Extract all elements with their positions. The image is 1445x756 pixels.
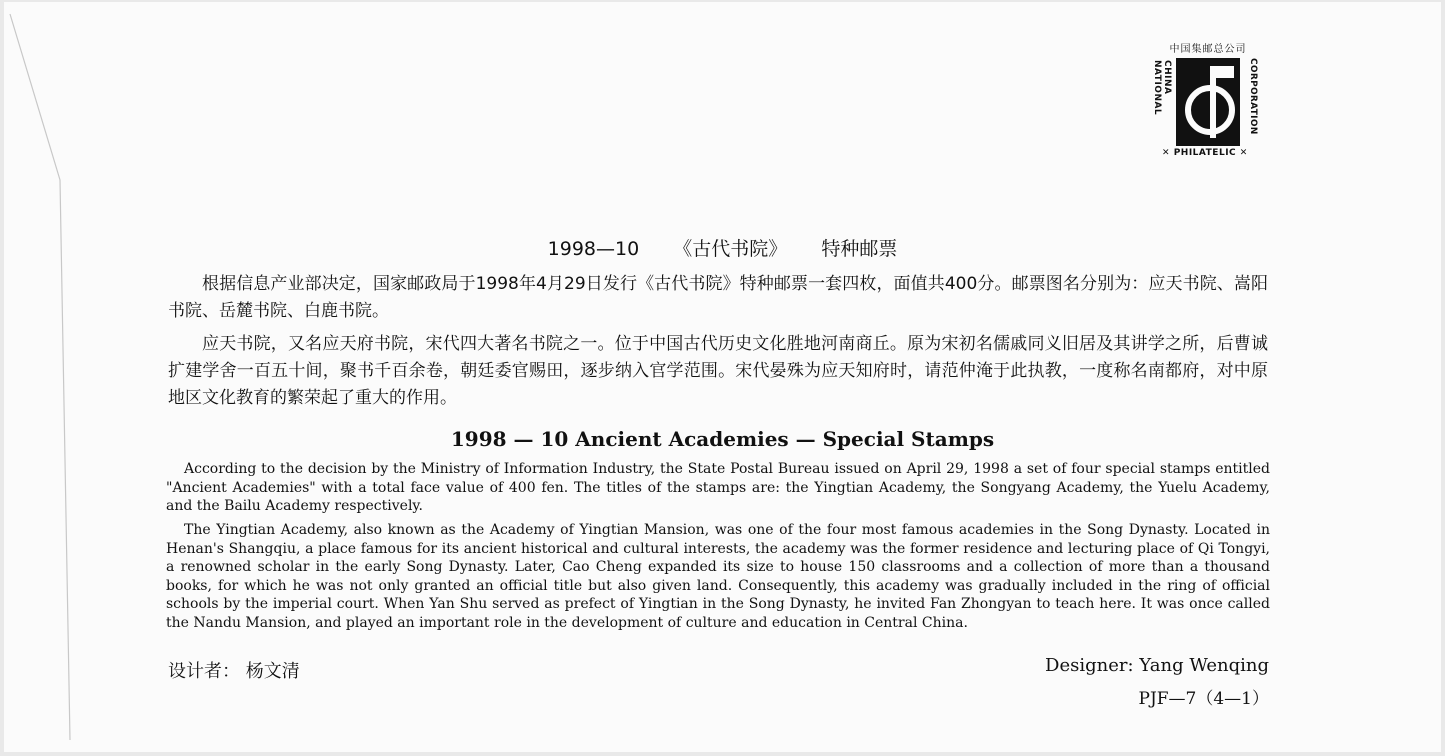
english-paragraph-2: The Yingtian Academy, also known as the Academy of Yingtian Mansion, was one of the four most famous academies in the Song Dynasty. Located in Henan's Shangqiu, a place famous for its ancient historical and cultural interests, the academy was the former residence and lecturing place of Qi Tongyi, a renowned scholar in the early Song Dynasty. Later, Cao Cheng expanded its size to house 150 classrooms and a collection of more than a thousand books, for which he was not only granted an official title but also given land. Consequently, this academy was gradually included in the ring of official schools by the imperial court. When Yan Shu served as prefect of Yingtian in the Song Dynasty, he invited Fan Zhongyan to teach here. It was once called the Nandu Mansion, and played an important role in the development of culture and education in Central China. [166, 522, 1270, 631]
logo-left-text: CHINA NATIONAL [1152, 60, 1172, 116]
logo-chinese-text: 中国集邮总公司 [1169, 44, 1247, 55]
philatelic-logo-icon [1176, 58, 1240, 146]
logo-bottom-text: ✕ PHILATELIC ✕ [1162, 148, 1248, 158]
logo-bottom-label: PHILATELIC [1173, 148, 1237, 158]
designer-chinese: 设计者： 杨文清 [168, 661, 300, 682]
cn-title-code: 1998—10 [547, 238, 640, 260]
chinese-title [0, 234, 1445, 261]
chinese-paragraph-2: 应天书院，又名应天府书院，宋代四大著名书院之一。位于中国古代历史文化胜地河南商丘。原为宋初名儒戚同义旧居及其讲学之所，后曹诚扩建学舍一百五十间，聚书千百余卷，朝廷委官赐田，逐步纳入官学范围。宋代晏殊为应天知府时，请范仲淹于此执教，一度称名南都府，对中原地区文化教育的繁荣起了重大的作用。 [168, 334, 1268, 408]
cn-title-type: 特种邮票 [821, 238, 898, 260]
logo-right-text: CORPORATION [1248, 58, 1258, 135]
chinese-paragraph-1: 根据信息产业部决定，国家邮政局于1998年4月29日发行《古代书院》特种邮票一套四枚，面值共400分。邮票图名分别为：应天书院、嵩阳书院、岳麓书院、白鹿书院。 [168, 274, 1268, 321]
english-paragraph-1: According to the decision by the Ministry of Information Industry, the State Postal Bureau issued on April 29, 1998 a set of four special stamps entitled "Ancient Academies" with a total face value of 400 fen. The titles of the stamps are: the Yingtian Academy, the Songyang Academy, the Yuelu Academy, and the Bailu Academy respectively. [166, 461, 1270, 515]
cn-title-name: 《古代书院》 [673, 238, 788, 260]
english-title: 1998 — 10 Ancient Academies — Special Stamps [450, 427, 995, 451]
stamp-code: PJF—7（4—1） [1138, 689, 1269, 709]
designer-english: Designer: Yang Wenqing [1045, 655, 1269, 676]
philatelic-corporation-logo [1152, 40, 1260, 166]
